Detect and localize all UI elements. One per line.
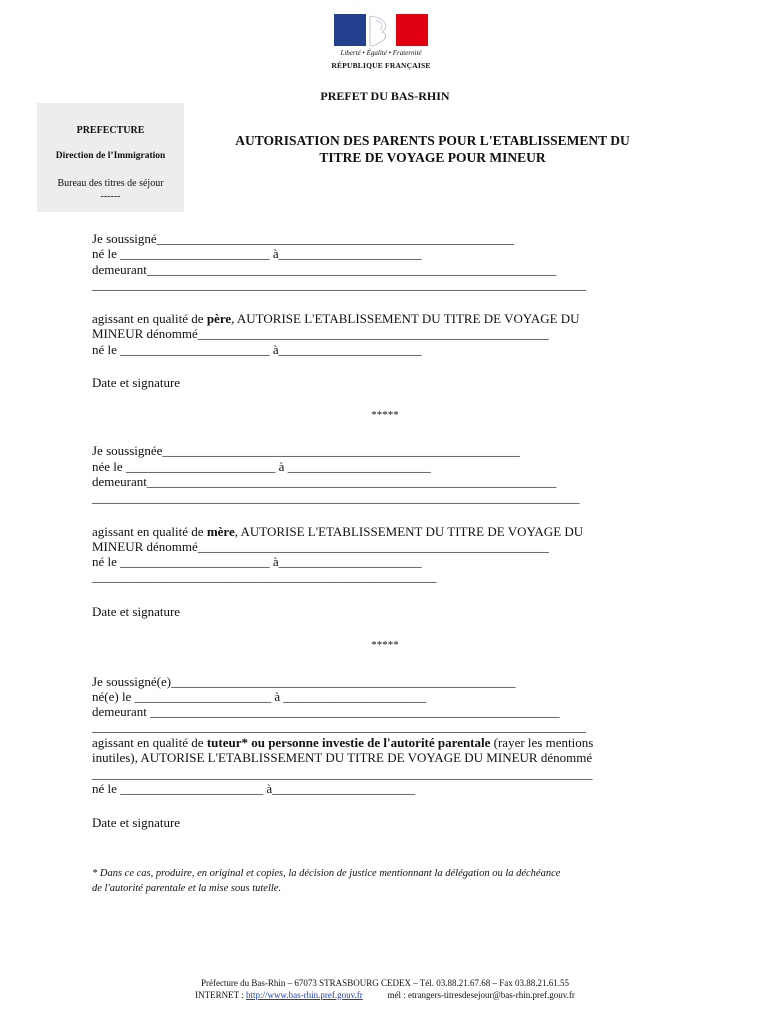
marianne-flag-icon [330,12,430,48]
tuteur-birth-field[interactable]: né(e) le _____________________ à ______________________ [92,689,427,704]
tuteur-signature-label: Date et signature [92,815,181,830]
website-link[interactable]: http://www.bas-rhin.pref.gouv.fr [245,990,363,1000]
title-line-2: TITRE DE VOYAGE POUR MINEUR [319,150,546,165]
footer-address: Préfecture du Bas-Rhin – 67073 STRASBOURG CEDEX – Tél. 03.88.21.67.68 – Fax 03.88.21.61.55 [200,978,570,988]
footnote-line-2: de l'autorité parentale et la mise sous tutelle. [92,883,282,894]
footnote-line-1: * Dans ce cas, produire, en original et copies, la décision de justice mentionnant la délégation ou la déchéance [92,868,561,879]
tuteur-authorization-text: inutiles), AUTORISE L'ETABLISSEMENT DU TITRE DE VOYAGE DU MINEUR dénommé [92,750,593,765]
marianne-logo [326,12,436,74]
pere-address-field[interactable]: demeurant_______________________________________________________________ [92,262,557,277]
pere-minor-birth-field[interactable]: né le _______________________ à______________________ [92,342,422,357]
pere-signature-label: Date et signature [92,375,181,390]
prefet-heading: PREFET DU BAS-RHIN [320,89,450,103]
mere-minor-birth-field[interactable]: né le _______________________ à______________________ [92,554,422,569]
pere-quality-text: agissant en qualité de père, AUTORISE L'ETABLISSEMENT DU TITRE DE VOYAGE DU [92,311,580,326]
tuteur-minor-name-field[interactable]: _____________________________________________________________________________ [92,766,593,781]
pere-name-field[interactable]: Je soussigné_______________________________________________________ [92,231,515,246]
bureau-divider: ------ [100,191,121,202]
pere-birth-field[interactable]: né le _______________________ à______________________ [92,246,422,261]
prefecture-box [37,103,184,212]
mere-address-field[interactable]: demeurant_______________________________________________________________ [92,474,557,489]
tuteur-address-field[interactable]: demeurant _______________________________________________________________ [92,704,560,719]
tuteur-address-field-2[interactable]: ____________________________________________________________________________ [92,719,586,734]
tuteur-name-field[interactable]: Je soussigné(e)_____________________________________________________ [92,674,516,689]
pere-address-field-2[interactable]: ____________________________________________________________________________ [92,277,586,292]
section-separator: ***** [371,409,399,421]
footer-contact: INTERNET : http://www.bas-rhin.pref.gouv.fr mél : etrangers-titresdesejour@bas-rhin.pref.gouv.fr [195,990,575,1000]
pere-minor-name-field[interactable]: MINEUR dénommé______________________________________________________ [92,326,549,341]
mere-minor-name-field[interactable]: MINEUR dénommé______________________________________________________ [92,539,549,554]
mere-address-field-2[interactable]: ___________________________________________________________________________ [92,490,580,505]
bureau-label: Bureau des titres de séjour [57,178,164,189]
footer-email: mél : etrangers-titresdesejour@bas-rhin.pref.gouv.fr [362,990,575,1000]
mere-extra-field[interactable]: _____________________________________________________ [92,569,437,584]
republic-name: RÉPUBLIQUE FRANÇAISE [331,61,431,70]
mere-name-field[interactable]: Je soussignée_______________________________________________________ [92,443,520,458]
mere-quality-text: agissant en qualité de mère, AUTORISE L'ETABLISSEMENT DU TITRE DE VOYAGE DU [92,524,584,539]
mere-birth-field[interactable]: née le _______________________ à ______________________ [92,459,431,474]
tuteur-quality-text: agissant en qualité de tuteur* ou personne investie de l'autorité parentale (rayer les mentions [92,735,594,750]
section-separator: ***** [371,639,399,651]
direction-label: Direction de l’Immigration [55,151,166,161]
prefecture-label: PREFECTURE [76,125,145,136]
document-title [190,132,675,166]
mere-signature-label: Date et signature [92,604,181,619]
republic-motto: Liberté • Égalité • Fraternité [340,49,422,57]
title-line-1: AUTORISATION DES PARENTS POUR L'ETABLISSEMENT DU [235,133,630,148]
tuteur-minor-birth-field[interactable]: né le ______________________ à______________________ [92,781,416,796]
